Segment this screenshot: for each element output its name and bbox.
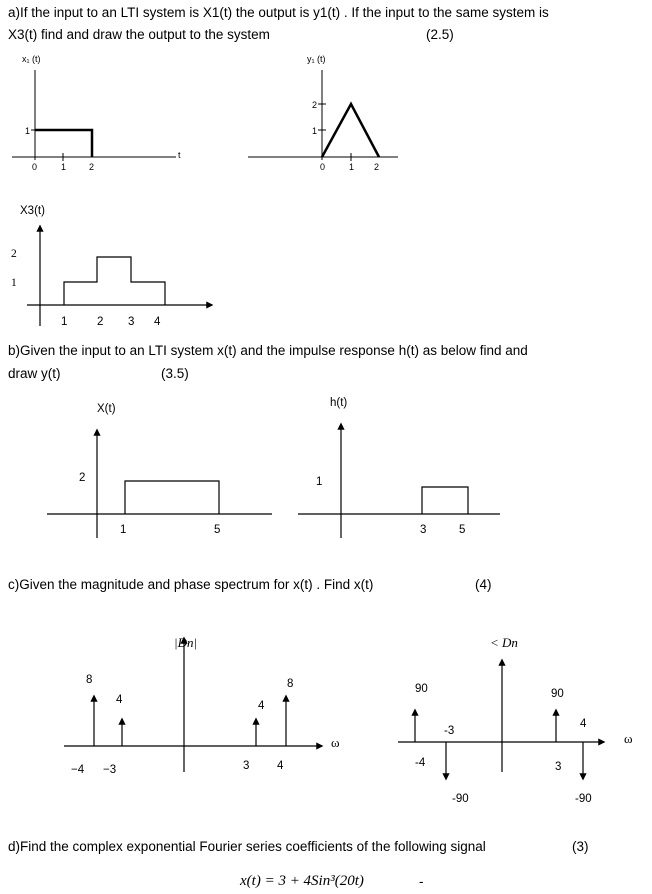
x3-axis-label: X3(t) — [20, 205, 45, 217]
xt-axis-label: X(t) — [97, 403, 116, 415]
x1-axis-label: x₁ (t) — [22, 54, 41, 64]
part-c-line-1: c)Given the magnitude and phase spectrum for x(t) . Find x(t) — [8, 577, 374, 592]
y1-axis-label: y₁ (t) — [307, 54, 326, 64]
xt-tick-5: 5 — [214, 524, 221, 536]
x3-tick-amp-1: 1 — [11, 277, 17, 289]
phase-value-minus-3: -3 — [444, 725, 455, 737]
y1-tick-1: 1 — [349, 162, 355, 172]
phase-value-4: 4 — [580, 718, 587, 730]
ht-tick-5: 5 — [459, 524, 466, 536]
part-d-equation: x(t) = 3 + 4Sin³(20t) — [240, 873, 364, 889]
ht-pulse — [422, 487, 468, 514]
x3-plot — [27, 226, 212, 326]
mag-spectrum-plot — [64, 635, 322, 772]
part-b-marks: (3.5) — [161, 366, 189, 381]
part-a-line-1: a)If the input to an LTI system is X1(t) the output is y1(t) . If the input to the same system is — [8, 5, 549, 20]
xt-tick-amp-2: 2 — [79, 472, 86, 484]
y1-triangle — [322, 104, 379, 157]
part-d-line-1: d)Find the complex exponential Fourier series coefficients of the following signal — [8, 839, 486, 854]
x1-t-label: t — [178, 150, 181, 160]
x1-tick-0: 0 — [32, 162, 38, 172]
mag-tick-3: 3 — [243, 760, 250, 772]
mag-tick-4: 4 — [277, 760, 284, 772]
phase-tick-minus-4: -4 — [415, 757, 426, 769]
y1-tick-amp-2: 2 — [312, 100, 318, 110]
y1-plot — [248, 70, 398, 161]
x1-pulse — [35, 130, 92, 157]
phase-axis-label: < Dn — [490, 635, 518, 650]
phase-value-left-minus-90: -90 — [452, 793, 469, 805]
x3-tick-2: 2 — [97, 316, 104, 328]
part-c-marks: (4) — [475, 577, 492, 592]
phase-spectrum-plot — [398, 660, 604, 779]
part-a-line-2: X3(t) find and draw the output to the system — [8, 27, 270, 42]
mag-axis-label: |Dn| — [174, 635, 198, 650]
x3-staircase — [64, 257, 165, 305]
xt-tick-1: 1 — [120, 524, 127, 536]
y1-tick-amp-1: 1 — [312, 126, 318, 136]
mag-tick-minus-3: −3 — [103, 764, 117, 776]
x3-tick-1: 1 — [61, 316, 68, 328]
y1-tick-2: 2 — [374, 162, 380, 172]
x1-tick-2: 2 — [89, 162, 95, 172]
phase-value-right-90: 90 — [551, 688, 564, 700]
mag-omega-label: ω — [331, 735, 340, 750]
mag-value-left-4: 4 — [116, 694, 123, 706]
mag-value-right-8: 8 — [287, 678, 294, 690]
x1-plot — [12, 70, 176, 161]
ht-plot — [298, 424, 500, 538]
y1-tick-0: 0 — [320, 162, 326, 172]
x3-tick-amp-2: 2 — [11, 248, 17, 260]
ht-axis-label: h(t) — [330, 397, 348, 409]
x1-tick-amp-1: 1 — [25, 126, 31, 136]
xt-plot — [47, 430, 272, 538]
x3-tick-4: 4 — [154, 316, 161, 328]
part-b-line-1: b)Given the input to an LTI system x(t) and the impulse response h(t) as below find and — [8, 343, 528, 358]
phase-tick-3: 3 — [555, 761, 562, 773]
ht-tick-3: 3 — [420, 524, 427, 536]
mag-value-left-8: 8 — [86, 674, 93, 686]
part-d-trailing-dash: - — [419, 874, 424, 889]
phase-value-right-minus-90: -90 — [575, 793, 592, 805]
part-d-marks: (3) — [572, 839, 589, 854]
phase-value-left-90: 90 — [415, 683, 428, 695]
ht-tick-amp-1: 1 — [316, 476, 323, 488]
mag-value-right-4: 4 — [258, 700, 265, 712]
part-a-marks: (2.5) — [426, 27, 454, 42]
xt-pulse — [125, 481, 219, 514]
x1-tick-1: 1 — [61, 162, 67, 172]
x3-tick-3: 3 — [128, 316, 135, 328]
phase-omega-label: ω — [624, 731, 633, 746]
mag-tick-minus-4: −4 — [71, 764, 85, 776]
part-b-line-2: draw y(t) — [8, 366, 61, 381]
